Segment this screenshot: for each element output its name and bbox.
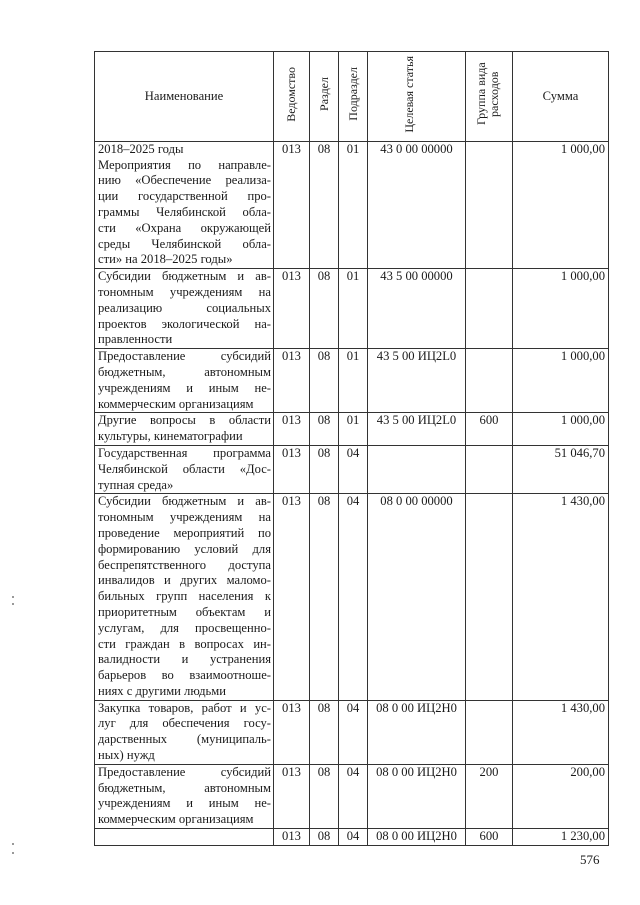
row-group: [466, 349, 513, 413]
row-subsection: 01: [339, 413, 368, 446]
name-line: сти «Охрана окружающей: [98, 220, 271, 235]
row-target: 08 0 00 ИЦ2Н0: [368, 829, 466, 846]
row-subsection: 04: [339, 445, 368, 493]
page-number: 576: [580, 852, 600, 867]
row-name: [95, 829, 274, 846]
row-group: [466, 445, 513, 493]
row-sum: 1 430,00: [513, 494, 609, 700]
row-ministry: 013: [274, 445, 310, 493]
name-line: приоритетным объектам и: [98, 604, 271, 619]
row-name: [95, 349, 274, 413]
name-line: 2018–2025 годы: [98, 141, 184, 156]
scan-speck: [12, 843, 14, 845]
name-line: Государственная программа: [98, 445, 271, 460]
row-sum: 1 000,00: [513, 141, 609, 268]
name-line: граммы Челябинской обла-: [98, 204, 271, 219]
row-section: 08: [310, 413, 339, 446]
row-name: [95, 269, 274, 349]
row-sum: 1 000,00: [513, 269, 609, 349]
table-row: [95, 494, 609, 700]
row-section: 08: [310, 700, 339, 764]
row-subsection: 04: [339, 829, 368, 846]
name-line: дарственных (муниципаль-: [98, 732, 271, 747]
table-row: [95, 700, 609, 764]
name-line: бюджетным, автономным: [98, 780, 271, 795]
row-name: [95, 413, 274, 446]
row-subsection: 04: [339, 700, 368, 764]
row-sum: 1 430,00: [513, 700, 609, 764]
row-section: 08: [310, 269, 339, 349]
row-name: [95, 445, 274, 493]
row-name: [95, 494, 274, 700]
row-section: 08: [310, 829, 339, 846]
name-line: коммерческим организациям: [98, 812, 254, 827]
row-name: [95, 764, 274, 828]
scan-speck: [12, 852, 14, 854]
row-target: 08 0 00 ИЦ2Н0: [368, 700, 466, 764]
row-group: [466, 141, 513, 268]
name-line: правленности: [98, 332, 173, 347]
name-line: учреждениям и иным не-: [98, 796, 271, 811]
name-line: сти» на 2018–2025 годы»: [98, 252, 233, 267]
table-row: [95, 413, 609, 446]
row-ministry: 013: [274, 494, 310, 700]
row-group: 200: [466, 764, 513, 828]
name-line: сти граждан в вопросах ин-: [98, 636, 271, 651]
row-group: [466, 700, 513, 764]
row-target: [368, 445, 466, 493]
name-line: тупная среда»: [98, 477, 174, 492]
name-line: Предоставление субсидий: [98, 764, 271, 779]
name-line: Предоставление субсидий: [98, 349, 271, 364]
table-header-row: [95, 52, 609, 142]
row-subsection: 04: [339, 764, 368, 828]
name-line: Мероприятия по направле-: [98, 157, 271, 172]
table-row: [95, 269, 609, 349]
row-sum: 200,00: [513, 764, 609, 828]
row-subsection: 01: [339, 349, 368, 413]
row-subsection: 04: [339, 494, 368, 700]
budget-table: [94, 51, 609, 846]
name-line: тономным учреждениям на: [98, 510, 271, 525]
row-ministry: 013: [274, 700, 310, 764]
table-row: [95, 141, 609, 268]
name-line: культуры, кинематографии: [98, 429, 243, 444]
header-target: Целевая статья: [368, 52, 466, 142]
row-ministry: 013: [274, 764, 310, 828]
row-sum: 1 000,00: [513, 349, 609, 413]
scan-speck: [12, 603, 14, 605]
table-row: [95, 829, 609, 846]
name-line: проведение мероприятий по: [98, 525, 271, 540]
name-line: проектов экологической на-: [98, 316, 271, 331]
row-section: 08: [310, 494, 339, 700]
row-ministry: 013: [274, 349, 310, 413]
name-line: бильных групп населения к: [98, 589, 271, 604]
row-group: 600: [466, 413, 513, 446]
row-target: 43 5 00 ИЦ2L0: [368, 413, 466, 446]
header-group: Группа вида расходов: [466, 52, 513, 142]
name-line: луг для обеспечения госу-: [98, 716, 271, 731]
row-sum: 1 000,00: [513, 413, 609, 446]
row-sum: 1 230,00: [513, 829, 609, 846]
row-group: [466, 269, 513, 349]
row-group: [466, 494, 513, 700]
table-row: [95, 445, 609, 493]
header-section: Раздел: [310, 52, 339, 142]
name-line: беспрепятственного доступа: [98, 557, 271, 572]
row-ministry: 013: [274, 829, 310, 846]
name-line: Субсидии бюджетным и ав-: [98, 494, 271, 509]
row-subsection: 01: [339, 269, 368, 349]
row-group: 600: [466, 829, 513, 846]
table-row: [95, 764, 609, 828]
row-sum: 51 046,70: [513, 445, 609, 493]
name-line: формированию условий для: [98, 541, 271, 556]
row-target: 08 0 00 00000: [368, 494, 466, 700]
name-line: бюджетным, автономным: [98, 364, 271, 379]
row-target: 43 5 00 00000: [368, 269, 466, 349]
name-line: Закупка товаров, работ и ус-: [98, 700, 271, 715]
name-line: ниях с другими людьми: [98, 683, 226, 698]
row-target: 43 0 00 00000: [368, 141, 466, 268]
row-section: 08: [310, 445, 339, 493]
row-ministry: 013: [274, 269, 310, 349]
row-target: 43 5 00 ИЦ2L0: [368, 349, 466, 413]
header-subsection: Подраздел: [339, 52, 368, 142]
header-ministry: Ведомство: [274, 52, 310, 142]
row-subsection: 01: [339, 141, 368, 268]
name-line: ции государственной про-: [98, 189, 271, 204]
name-line: среды Челябинской обла-: [98, 236, 271, 251]
header-name: Наименование: [95, 52, 274, 142]
row-section: 08: [310, 349, 339, 413]
row-name: [95, 141, 274, 268]
name-line: Челябинской области «Дос-: [98, 461, 271, 476]
name-line: валидности и устранения: [98, 652, 271, 667]
row-ministry: 013: [274, 141, 310, 268]
name-line: Субсидии бюджетным и ав-: [98, 269, 271, 284]
name-line: ных) нужд: [98, 748, 155, 763]
header-sum: Сумма: [513, 52, 609, 142]
name-line: инвалидов и других маломо-: [98, 573, 271, 588]
name-line: реализацию социальных: [98, 300, 271, 315]
name-line: услугам, для просвещенно-: [98, 620, 271, 635]
name-line: барьеров во взаимоотноше-: [98, 668, 271, 683]
scan-speck: [12, 596, 14, 598]
name-line: тономным учреждениям на: [98, 284, 271, 299]
table-row: [95, 349, 609, 413]
row-section: 08: [310, 764, 339, 828]
row-section: 08: [310, 141, 339, 268]
row-target: 08 0 00 ИЦ2Н0: [368, 764, 466, 828]
row-name: [95, 700, 274, 764]
name-line: коммерческим организациям: [98, 396, 254, 411]
name-line: нию «Обеспечение реализа-: [98, 173, 271, 188]
row-ministry: 013: [274, 413, 310, 446]
name-line: Другие вопросы в области: [98, 413, 271, 428]
name-line: учреждениям и иным не-: [98, 380, 271, 395]
